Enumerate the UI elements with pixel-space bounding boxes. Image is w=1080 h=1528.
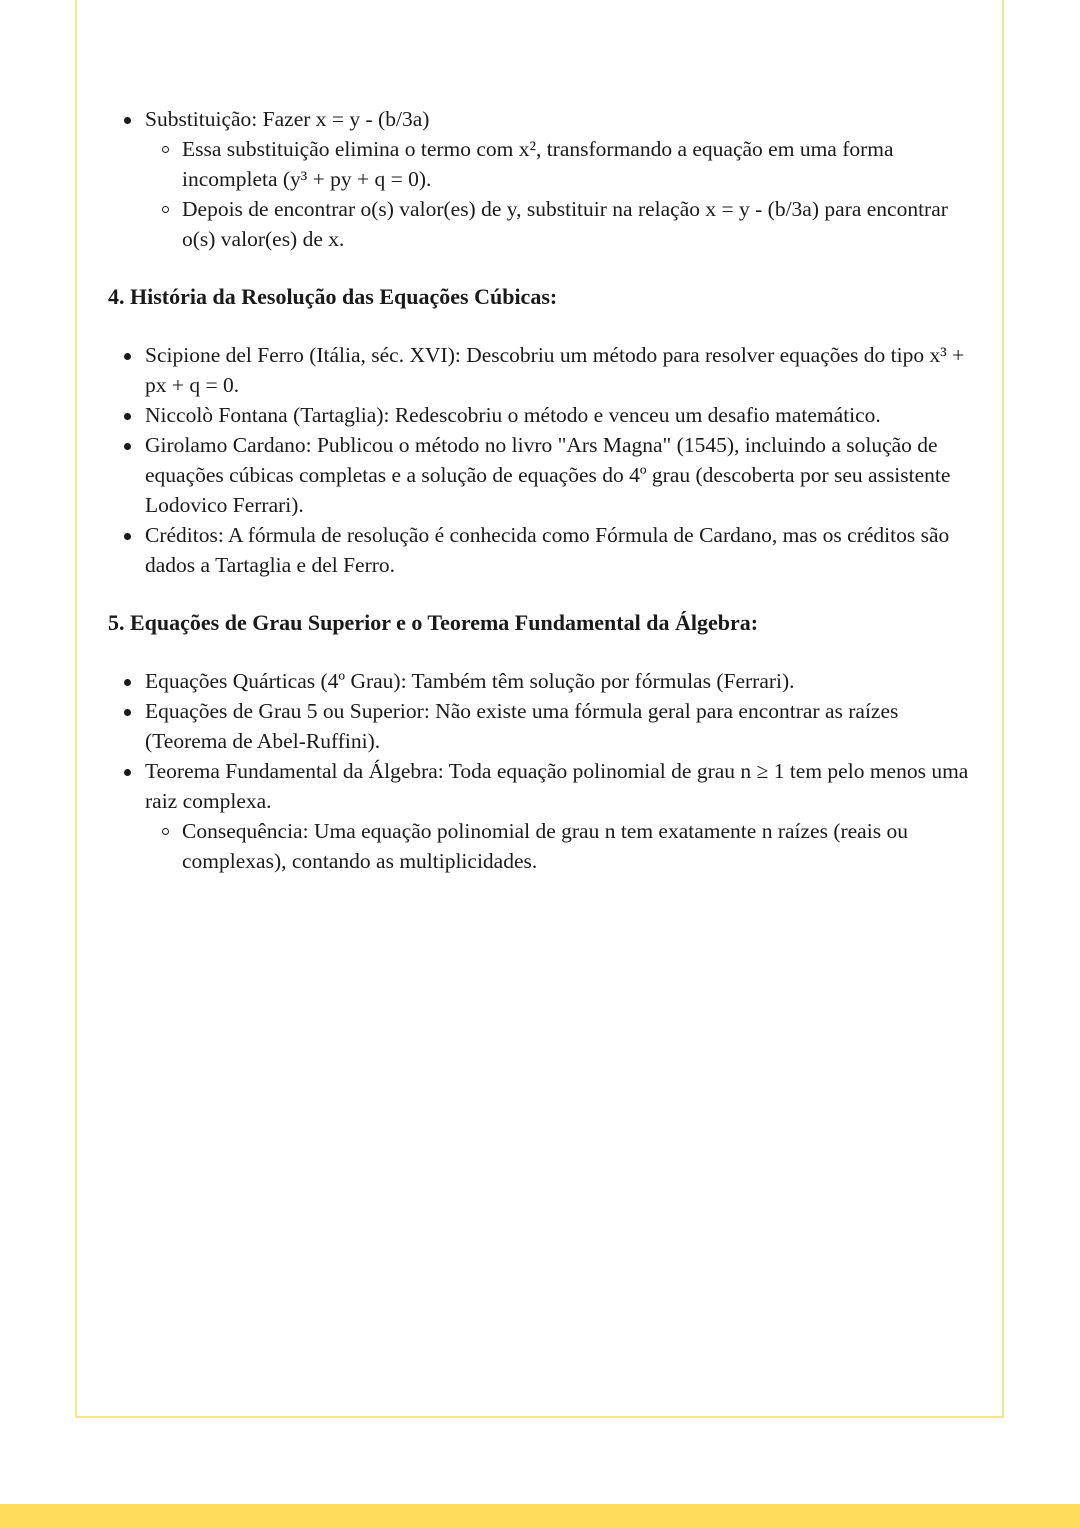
- sub-list-item: Essa substituição elimina o termo com x², transformando a equação em uma forma incompleta (y³ + py + q = 0).: [145, 134, 978, 194]
- list-item: Niccolò Fontana (Tartaglia): Redescobriu o método e venceu um desafio matemático.: [108, 400, 978, 430]
- document-body: [108, 104, 978, 876]
- list-item: Girolamo Cardano: Publicou o método no livro "Ars Magna" (1545), incluindo a solução de equações cúbicas completas e a solução de equações do 4º grau (descoberta por seu assistente Lodovico Ferrari).: [108, 430, 978, 520]
- list-item: [108, 756, 978, 876]
- section-4-heading: 4. História da Resolução das Equações Cúbicas:: [108, 284, 558, 309]
- list-item: Scipione del Ferro (Itália, séc. XVI): Descobriu um método para resolver equações do tipo x³ + px + q = 0.: [108, 340, 978, 400]
- section-5-list: [108, 666, 978, 876]
- list-item-text: Substituição: Fazer x = y - (b/3a): [145, 107, 430, 131]
- list-item: Equações de Grau 5 ou Superior: Não existe uma fórmula geral para encontrar as raízes (Teorema de Abel-Ruffini).: [108, 696, 978, 756]
- substitution-list: [108, 104, 978, 254]
- section-5-heading: 5. Equações de Grau Superior e o Teorema Fundamental da Álgebra:: [108, 610, 759, 635]
- sub-list: [145, 134, 978, 254]
- list-item: [108, 104, 978, 254]
- footer-bar: [0, 1504, 1080, 1528]
- list-item: Equações Quárticas (4º Grau): Também têm solução por fórmulas (Ferrari).: [108, 666, 978, 696]
- sub-list: [145, 816, 978, 876]
- list-item: Créditos: A fórmula de resolução é conhecida como Fórmula de Cardano, mas os créditos são dados a Tartaglia e del Ferro.: [108, 520, 978, 580]
- sub-list-item: Depois de encontrar o(s) valor(es) de y, substituir na relação x = y - (b/3a) para encontrar o(s) valor(es) de x.: [145, 194, 978, 254]
- list-item-text: Teorema Fundamental da Álgebra: Toda equação polinomial de grau n ≥ 1 tem pelo menos uma raiz complexa.: [145, 759, 969, 813]
- sub-list-item: Consequência: Uma equação polinomial de grau n tem exatamente n raízes (reais ou complexas), contando as multiplicidades.: [145, 816, 978, 876]
- section-4-list: [108, 340, 978, 580]
